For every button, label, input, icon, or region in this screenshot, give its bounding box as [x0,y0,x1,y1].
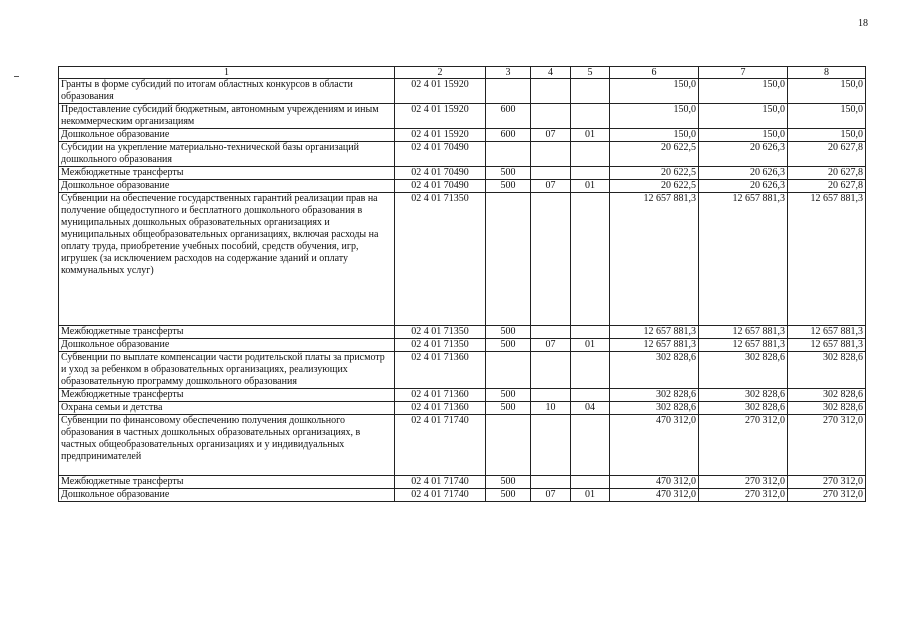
row-rz [531,352,571,389]
row-rz [531,79,571,104]
row-pr [571,167,610,180]
row-rz: 10 [531,402,571,415]
row-name: Межбюджетные трансферты [59,476,395,489]
row-year1: 150,0 [610,129,699,142]
row-year3: 150,0 [788,104,866,129]
row-year1: 302 828,6 [610,402,699,415]
row-code: 02 4 01 70490 [395,167,486,180]
row-rz [531,326,571,339]
row-code: 02 4 01 71360 [395,352,486,389]
row-code: 02 4 01 71360 [395,389,486,402]
table-row [59,326,866,339]
row-rz [531,142,571,167]
row-rz [531,167,571,180]
row-year1: 12 657 881,3 [610,339,699,352]
row-year3: 270 312,0 [788,415,866,476]
row-vr: 500 [486,402,531,415]
row-pr [571,326,610,339]
row-name: Дошкольное образование [59,129,395,142]
row-name: Субвенции на обеспечение государственных гарантий реализации прав на получение общедоступного и бесплатного дошкольного образования в муниципальных дошкольных образовательных организациях и муниципальных общеобразовательных организациях, включая расходы на оплату труда, приобретение учебных пособий, средств обучения, игр, игрушек (за исключением расходов на содержание зданий и оплату коммунальных услуг) [59,193,395,326]
row-year3: 20 627,8 [788,142,866,167]
row-year1: 470 312,0 [610,415,699,476]
row-year2: 150,0 [699,79,788,104]
row-year3: 12 657 881,3 [788,339,866,352]
row-year3: 302 828,6 [788,389,866,402]
row-year1: 470 312,0 [610,476,699,489]
table-row [59,389,866,402]
table-row [59,489,866,502]
table-row [59,339,866,352]
row-year3: 302 828,6 [788,402,866,415]
row-code: 02 4 01 70490 [395,142,486,167]
row-code: 02 4 01 70490 [395,180,486,193]
row-year2: 302 828,6 [699,352,788,389]
row-vr [486,142,531,167]
row-vr: 500 [486,167,531,180]
row-pr [571,104,610,129]
row-year2: 12 657 881,3 [699,326,788,339]
row-year1: 12 657 881,3 [610,193,699,326]
row-year3: 270 312,0 [788,489,866,502]
table-row [59,476,866,489]
column-header: 6 [610,67,699,79]
row-vr: 500 [486,389,531,402]
table-row [59,142,866,167]
column-header: 7 [699,67,788,79]
row-name: Межбюджетные трансферты [59,389,395,402]
table-row [59,129,866,142]
row-year3: 12 657 881,3 [788,326,866,339]
row-pr [571,142,610,167]
row-code: 02 4 01 71350 [395,326,486,339]
row-rz [531,476,571,489]
row-name: Субвенции по выплате компенсации части родительской платы за присмотр и уход за ребенком в образовательных организациях, реализующих образовательную программу дошкольного образования [59,352,395,389]
table-row [59,104,866,129]
row-name: Межбюджетные трансферты [59,167,395,180]
row-pr: 01 [571,129,610,142]
row-pr [571,476,610,489]
row-name: Дошкольное образование [59,180,395,193]
row-vr: 500 [486,476,531,489]
row-year2: 270 312,0 [699,489,788,502]
row-rz: 07 [531,129,571,142]
row-pr: 04 [571,402,610,415]
row-year1: 150,0 [610,104,699,129]
row-code: 02 4 01 71350 [395,339,486,352]
row-pr [571,415,610,476]
row-pr [571,79,610,104]
page-number: 18 [858,18,868,29]
row-rz [531,104,571,129]
row-code: 02 4 01 71360 [395,402,486,415]
row-pr [571,389,610,402]
row-year2: 302 828,6 [699,389,788,402]
row-name: Межбюджетные трансферты [59,326,395,339]
row-name: Гранты в форме субсидий по итогам областных конкурсов в области образования [59,79,395,104]
row-rz [531,415,571,476]
row-pr: 01 [571,180,610,193]
row-year3: 20 627,8 [788,167,866,180]
column-header: 4 [531,67,571,79]
row-vr: 500 [486,489,531,502]
row-year1: 150,0 [610,79,699,104]
column-header: 8 [788,67,866,79]
row-year1: 302 828,6 [610,352,699,389]
row-vr [486,352,531,389]
column-header: 2 [395,67,486,79]
header-row [59,67,866,79]
row-vr [486,415,531,476]
row-year2: 12 657 881,3 [699,193,788,326]
row-rz [531,389,571,402]
column-header: 1 [59,67,395,79]
table-row [59,352,866,389]
row-vr: 500 [486,339,531,352]
table-row [59,79,866,104]
row-vr: 500 [486,180,531,193]
row-name: Дошкольное образование [59,339,395,352]
row-vr: 600 [486,104,531,129]
row-year2: 20 626,3 [699,180,788,193]
column-header: 5 [571,67,610,79]
budget-table [58,66,866,502]
row-year2: 150,0 [699,129,788,142]
row-year3: 12 657 881,3 [788,193,866,326]
row-code: 02 4 01 15920 [395,129,486,142]
row-year2: 270 312,0 [699,476,788,489]
row-code: 02 4 01 71350 [395,193,486,326]
row-year3: 270 312,0 [788,476,866,489]
column-header: 3 [486,67,531,79]
row-year2: 270 312,0 [699,415,788,476]
row-name: Дошкольное образование [59,489,395,502]
row-rz: 07 [531,180,571,193]
row-vr [486,193,531,326]
row-name: Субвенции по финансовому обеспечению получения дошкольного образования в частных дошкольных образовательных организациях, в частных общеобразовательных организациях и у индивидуальных предпринимателей [59,415,395,476]
row-name: Предоставление субсидий бюджетным, автономным учреждениям и иным некоммерческим организациям [59,104,395,129]
row-name: Субсидии на укрепление материально-технической базы организаций дошкольного образования [59,142,395,167]
row-year1: 20 622,5 [610,180,699,193]
row-year3: 20 627,8 [788,180,866,193]
row-rz [531,193,571,326]
row-code: 02 4 01 71740 [395,476,486,489]
row-year2: 20 626,3 [699,142,788,167]
row-year3: 150,0 [788,79,866,104]
row-code: 02 4 01 71740 [395,415,486,476]
margin-mark [14,76,19,77]
row-year1: 470 312,0 [610,489,699,502]
row-rz: 07 [531,339,571,352]
row-year1: 20 622,5 [610,142,699,167]
table-row [59,193,866,326]
row-code: 02 4 01 15920 [395,104,486,129]
row-year2: 302 828,6 [699,402,788,415]
row-pr: 01 [571,339,610,352]
row-pr: 01 [571,489,610,502]
table-row [59,402,866,415]
row-pr [571,352,610,389]
table-row [59,167,866,180]
row-rz: 07 [531,489,571,502]
row-year1: 302 828,6 [610,389,699,402]
table-row [59,415,866,476]
row-year1: 12 657 881,3 [610,326,699,339]
row-year2: 20 626,3 [699,167,788,180]
row-vr [486,79,531,104]
row-year2: 150,0 [699,104,788,129]
row-name: Охрана семьи и детства [59,402,395,415]
row-year3: 302 828,6 [788,352,866,389]
row-year1: 20 622,5 [610,167,699,180]
row-vr: 500 [486,326,531,339]
table-row [59,180,866,193]
row-year2: 12 657 881,3 [699,339,788,352]
row-vr: 600 [486,129,531,142]
row-code: 02 4 01 71740 [395,489,486,502]
row-pr [571,193,610,326]
row-year3: 150,0 [788,129,866,142]
row-code: 02 4 01 15920 [395,79,486,104]
